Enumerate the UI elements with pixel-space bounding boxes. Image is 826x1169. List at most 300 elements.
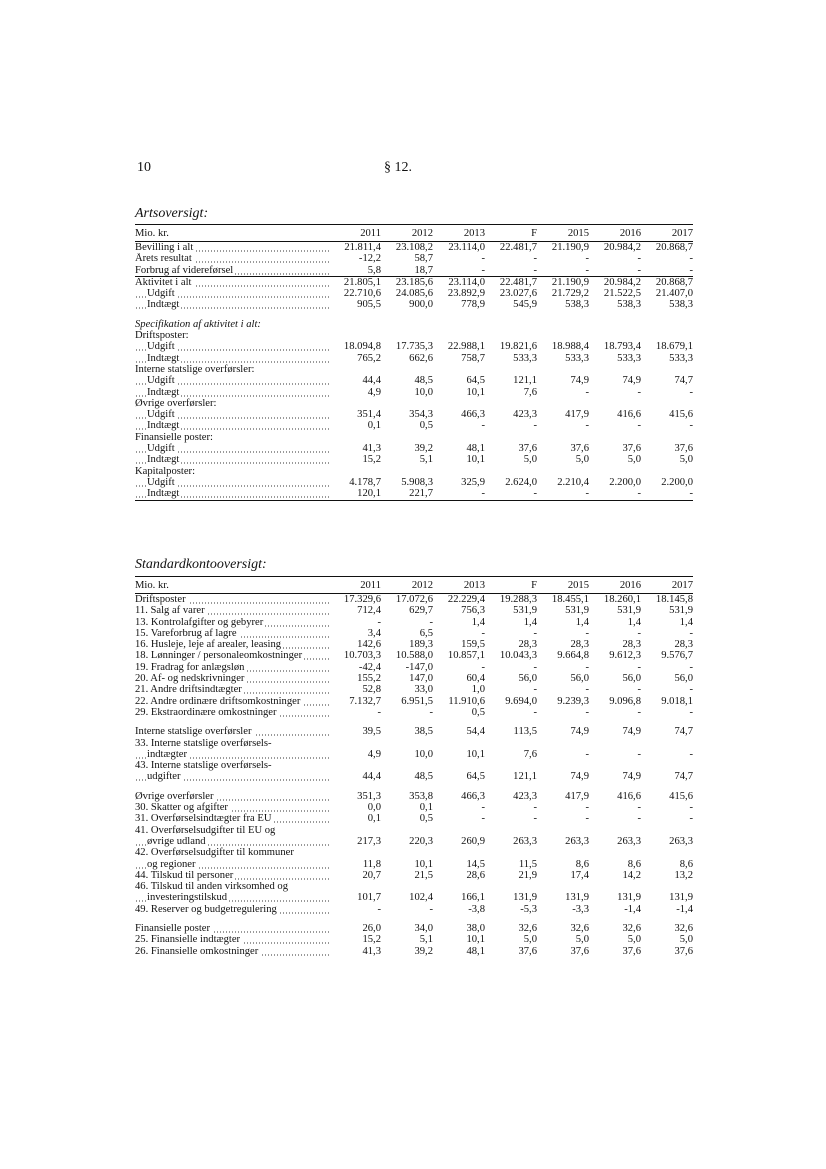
cell-value: 6,5 bbox=[419, 627, 433, 639]
cell-value: 415,6 bbox=[669, 790, 693, 802]
cell-value: 21.811,4 bbox=[344, 242, 381, 253]
cell-value: - bbox=[585, 748, 589, 760]
row-label-text: 44. Tilskud til personer bbox=[135, 869, 234, 881]
table-row bbox=[135, 662, 693, 673]
cell-value: 20.868,7 bbox=[655, 242, 693, 253]
cell-value: 905,5 bbox=[357, 299, 381, 311]
row-label bbox=[135, 253, 329, 264]
row-label-text: Driftsposter bbox=[135, 594, 186, 605]
cell-value: 21.729,2 bbox=[551, 288, 589, 300]
row-label bbox=[135, 934, 329, 945]
table-header-row bbox=[135, 577, 693, 594]
row-label-text: Indtægt bbox=[147, 454, 180, 466]
row-label bbox=[135, 707, 329, 718]
table-row bbox=[135, 265, 693, 277]
table-row bbox=[135, 353, 693, 364]
table-row bbox=[135, 836, 693, 847]
cell-value: - bbox=[637, 813, 641, 825]
cell-value: 531,9 bbox=[669, 605, 693, 617]
cell-value: 533,3 bbox=[513, 352, 537, 364]
row-label bbox=[135, 454, 329, 465]
table-row bbox=[135, 726, 693, 737]
table-row bbox=[135, 398, 693, 409]
cell-value: 7,6 bbox=[523, 748, 537, 760]
row-label-text: 30. Skatter og afgifter bbox=[135, 802, 228, 814]
cell-value: 263,3 bbox=[669, 835, 693, 847]
cell-value: 4,9 bbox=[367, 386, 381, 398]
row-label bbox=[135, 466, 329, 477]
cell-value bbox=[485, 398, 537, 409]
row-label bbox=[135, 825, 329, 836]
cell-value: 74,9 bbox=[622, 375, 641, 387]
row-label-text: øvrige udland bbox=[147, 835, 206, 847]
cell-value: 18.455,1 bbox=[551, 594, 589, 605]
cell-value: 9.239,3 bbox=[557, 695, 589, 707]
cell-value: 351,4 bbox=[357, 409, 381, 421]
cell-value bbox=[433, 330, 485, 341]
cell-value bbox=[381, 330, 433, 341]
row-label bbox=[135, 242, 329, 254]
cell-value: 37,6 bbox=[622, 443, 641, 455]
cell-value bbox=[485, 432, 537, 443]
cell-value: 1,4 bbox=[679, 616, 693, 628]
cell-value: 28,3 bbox=[622, 639, 641, 651]
cell-value: 1,4 bbox=[523, 616, 537, 628]
row-label bbox=[135, 847, 329, 858]
cell-value: 22.710,6 bbox=[343, 288, 381, 300]
row-label bbox=[135, 299, 329, 310]
cell-value: 18.094,8 bbox=[343, 341, 381, 353]
row-label-text: Udgift bbox=[147, 476, 175, 488]
cell-value: 131,9 bbox=[669, 892, 693, 904]
cell-value bbox=[381, 881, 433, 892]
cell-value bbox=[381, 364, 433, 375]
cell-value: 23.114,0 bbox=[448, 242, 485, 253]
cell-value: 5,0 bbox=[627, 454, 641, 466]
cell-value: - bbox=[689, 420, 693, 432]
cell-value: 423,3 bbox=[513, 790, 537, 802]
column-header-year: 2011 bbox=[360, 579, 381, 591]
table-row bbox=[135, 802, 693, 813]
cell-value: 538,3 bbox=[669, 299, 693, 311]
cell-value: 21.190,9 bbox=[551, 242, 589, 253]
table-row bbox=[135, 870, 693, 881]
cell-value bbox=[329, 738, 381, 749]
cell-value: 28,6 bbox=[466, 869, 485, 881]
cell-value: - bbox=[377, 903, 381, 915]
table-row bbox=[135, 299, 693, 310]
row-label bbox=[135, 617, 329, 628]
column-header-year: 2017 bbox=[671, 579, 693, 591]
cell-value: 54,4 bbox=[466, 726, 485, 738]
cell-value: - bbox=[641, 488, 693, 500]
table-row bbox=[135, 432, 693, 443]
cell-value: 0,1 bbox=[367, 420, 381, 432]
row-label-text: Bevilling i alt bbox=[135, 242, 194, 253]
cell-value: 7.132,7 bbox=[349, 695, 381, 707]
cell-value: - bbox=[689, 706, 693, 718]
row-label-text: Driftsposter: bbox=[135, 330, 189, 342]
cell-value: 58,7 bbox=[414, 253, 433, 265]
cell-value: 74,9 bbox=[570, 726, 589, 738]
row-label bbox=[135, 398, 329, 409]
cell-value: 5.908,3 bbox=[401, 476, 433, 488]
cell-value: 712,4 bbox=[357, 605, 381, 617]
cell-value: 21.522,5 bbox=[603, 288, 641, 300]
cell-value: - bbox=[533, 813, 537, 825]
row-label bbox=[135, 594, 329, 606]
cell-value: 159,5 bbox=[461, 639, 485, 651]
cell-value bbox=[329, 760, 381, 771]
table-row bbox=[135, 859, 693, 870]
cell-value: 120,1 bbox=[329, 488, 381, 500]
cell-value: 18,7 bbox=[414, 264, 433, 276]
cell-value: 353,8 bbox=[409, 790, 433, 802]
table-header-row bbox=[135, 225, 693, 242]
cell-value: 74,7 bbox=[674, 771, 693, 783]
cell-value: 14,5 bbox=[466, 858, 485, 870]
cell-value: 9.576,7 bbox=[661, 650, 693, 662]
cell-value: 48,5 bbox=[414, 771, 433, 783]
row-label bbox=[135, 488, 329, 500]
cell-value bbox=[641, 466, 693, 477]
cell-value: 5,0 bbox=[627, 934, 641, 946]
cell-value: 131,9 bbox=[513, 892, 537, 904]
cell-value: 0,1 bbox=[367, 813, 381, 825]
cell-value: 8,6 bbox=[627, 858, 641, 870]
cell-value bbox=[329, 847, 381, 858]
cell-value bbox=[641, 330, 693, 341]
cell-value: -3,8 bbox=[468, 903, 485, 915]
cell-value: -147,0 bbox=[405, 661, 433, 673]
cell-value: -1,4 bbox=[624, 903, 641, 915]
cell-value bbox=[589, 847, 641, 858]
column-header-year: 2012 bbox=[411, 227, 433, 239]
row-label-text: 33. Interne statslige overførsels- bbox=[135, 737, 272, 749]
cell-value: 0,5 bbox=[419, 420, 433, 432]
cell-value bbox=[485, 738, 537, 749]
cell-value: 0,0 bbox=[367, 802, 381, 814]
cell-value: 10,1 bbox=[466, 454, 485, 466]
cell-value: 121,1 bbox=[513, 375, 537, 387]
cell-value: 0,1 bbox=[419, 802, 433, 814]
cell-value: - bbox=[429, 706, 433, 718]
cell-value: - bbox=[377, 616, 381, 628]
table-row bbox=[135, 673, 693, 684]
cell-value: 8,6 bbox=[679, 858, 693, 870]
row-label bbox=[135, 738, 329, 749]
cell-value: 37,6 bbox=[622, 945, 641, 957]
cell-value bbox=[641, 738, 693, 749]
row-label bbox=[135, 749, 329, 760]
row-label-text: Øvrige overførsler bbox=[135, 790, 214, 802]
cell-value: 5,8 bbox=[367, 264, 381, 276]
row-label-text: Indtægt bbox=[147, 420, 180, 432]
cell-value: - bbox=[689, 253, 693, 265]
table-row bbox=[135, 847, 693, 858]
cell-value: 22.229,4 bbox=[447, 594, 485, 605]
table-row bbox=[135, 319, 693, 330]
cell-value: - bbox=[689, 264, 693, 276]
row-label bbox=[135, 330, 329, 341]
artsoversigt-table bbox=[135, 224, 693, 501]
cell-value bbox=[537, 881, 589, 892]
row-label-text: Udgift bbox=[147, 409, 175, 421]
cell-value bbox=[589, 760, 641, 771]
cell-value bbox=[641, 881, 693, 892]
cell-value bbox=[589, 364, 641, 375]
cell-value: 56,0 bbox=[570, 673, 589, 685]
cell-value bbox=[641, 760, 693, 771]
cell-value: - bbox=[429, 616, 433, 628]
cell-value bbox=[433, 738, 485, 749]
row-label bbox=[135, 364, 329, 375]
row-label-text: Interne statslige overførsler bbox=[135, 726, 252, 738]
column-header-year: 2016 bbox=[619, 579, 641, 591]
cell-value: 60,4 bbox=[466, 673, 485, 685]
row-label bbox=[135, 319, 329, 330]
cell-value: 325,9 bbox=[461, 476, 485, 488]
cell-value: 758,7 bbox=[461, 352, 485, 364]
cell-value: -1,4 bbox=[676, 903, 693, 915]
cell-value: 44,4 bbox=[362, 771, 381, 783]
cell-value: 1,0 bbox=[471, 684, 485, 696]
row-label-text: Indtægt bbox=[147, 386, 180, 398]
table-row bbox=[135, 341, 693, 352]
cell-value: 2.200,0 bbox=[661, 476, 693, 488]
row-label bbox=[135, 684, 329, 695]
cell-value bbox=[641, 364, 693, 375]
cell-value: - bbox=[537, 488, 589, 500]
cell-value bbox=[589, 738, 641, 749]
cell-value: 56,0 bbox=[518, 673, 537, 685]
cell-value: 538,3 bbox=[565, 299, 589, 311]
cell-value: -42,4 bbox=[358, 661, 381, 673]
cell-value: 23.892,9 bbox=[447, 288, 485, 300]
cell-value: - bbox=[689, 386, 693, 398]
cell-value: 220,3 bbox=[409, 835, 433, 847]
cell-value bbox=[381, 760, 433, 771]
cell-value: 28,3 bbox=[674, 639, 693, 651]
cell-value: 189,3 bbox=[409, 639, 433, 651]
row-label-text: 19. Fradrag for anlægsløn bbox=[135, 661, 245, 673]
cell-value bbox=[537, 760, 589, 771]
cell-value: 37,6 bbox=[674, 945, 693, 957]
cell-value: 10.043,3 bbox=[499, 650, 537, 662]
cell-value: 56,0 bbox=[622, 673, 641, 685]
row-label-text: 15. Vareforbrug af lagre bbox=[135, 627, 237, 639]
row-label-text: 42. Overførselsudgifter til kommuner bbox=[135, 847, 294, 859]
row-label bbox=[135, 881, 329, 892]
cell-value: 9.694,0 bbox=[505, 695, 537, 707]
cell-value bbox=[381, 738, 433, 749]
cell-value: 23.114,0 bbox=[433, 276, 485, 288]
row-label-text: 20. Af- og nedskrivninger bbox=[135, 673, 245, 685]
cell-value: 533,3 bbox=[617, 352, 641, 364]
cell-value: - bbox=[533, 420, 537, 432]
cell-value: 10,1 bbox=[466, 934, 485, 946]
cell-value: 765,2 bbox=[357, 352, 381, 364]
cell-value: - bbox=[481, 802, 485, 814]
cell-value: 26,0 bbox=[362, 923, 381, 935]
row-label-text: Årets resultat bbox=[135, 253, 192, 265]
row-label-text: 29. Ekstraordinære omkostninger bbox=[135, 706, 277, 718]
cell-value: - bbox=[533, 706, 537, 718]
cell-value: 5,1 bbox=[419, 454, 433, 466]
cell-value: 18.260,1 bbox=[603, 594, 641, 605]
cell-value: 9.096,8 bbox=[609, 695, 641, 707]
cell-value bbox=[485, 760, 537, 771]
cell-value: 48,1 bbox=[466, 945, 485, 957]
cell-value: 23.027,6 bbox=[499, 288, 537, 300]
cell-value: 217,3 bbox=[357, 835, 381, 847]
row-label bbox=[135, 662, 329, 673]
row-label-text: 49. Reserver og budgetregulering bbox=[135, 903, 277, 915]
table-row bbox=[135, 242, 693, 254]
cell-value bbox=[537, 330, 589, 341]
cell-value: - bbox=[585, 802, 589, 814]
cell-value: 39,2 bbox=[414, 945, 433, 957]
row-label-text: Udgift bbox=[147, 341, 175, 353]
table-row bbox=[135, 904, 693, 915]
row-label bbox=[135, 288, 329, 299]
cell-value bbox=[433, 825, 485, 836]
cell-value: - bbox=[585, 684, 589, 696]
cell-value: 33,0 bbox=[414, 684, 433, 696]
cell-value: 417,9 bbox=[565, 790, 589, 802]
cell-value: - bbox=[637, 420, 641, 432]
table-row bbox=[135, 605, 693, 616]
cell-value: 74,9 bbox=[570, 375, 589, 387]
cell-value: 538,3 bbox=[617, 299, 641, 311]
row-label bbox=[135, 375, 329, 386]
cell-value bbox=[485, 330, 537, 341]
cell-value: - bbox=[533, 684, 537, 696]
cell-value bbox=[381, 847, 433, 858]
cell-value: 15,2 bbox=[362, 454, 381, 466]
row-label bbox=[135, 477, 329, 488]
table-row bbox=[135, 617, 693, 628]
cell-value: 629,7 bbox=[409, 605, 433, 617]
cell-value bbox=[485, 825, 537, 836]
cell-value: 900,0 bbox=[409, 299, 433, 311]
cell-value: 354,3 bbox=[409, 409, 433, 421]
cell-value: - bbox=[585, 661, 589, 673]
cell-value: 17.329,6 bbox=[343, 594, 381, 605]
cell-value: - bbox=[637, 706, 641, 718]
cell-value: 1,4 bbox=[575, 616, 589, 628]
cell-value: 24.085,6 bbox=[395, 288, 433, 300]
cell-value bbox=[589, 330, 641, 341]
cell-value: 18.145,8 bbox=[655, 594, 693, 605]
cell-value: 39,5 bbox=[362, 726, 381, 738]
table-row bbox=[135, 707, 693, 718]
row-label-text: Aktivitet i alt bbox=[135, 276, 192, 288]
cell-value: 5,0 bbox=[523, 934, 537, 946]
cell-value: 18.679,1 bbox=[655, 341, 693, 353]
cell-value: 19.821,6 bbox=[499, 341, 537, 353]
cell-value: 37,6 bbox=[570, 443, 589, 455]
cell-value: 756,3 bbox=[461, 605, 485, 617]
table-row bbox=[135, 288, 693, 299]
cell-value bbox=[485, 364, 537, 375]
row-label-text: Indtægt bbox=[147, 299, 180, 311]
table-row bbox=[135, 650, 693, 661]
row-label-text: Indtægt bbox=[147, 488, 180, 500]
cell-value: 5,0 bbox=[575, 454, 589, 466]
cell-value: 20.984,2 bbox=[603, 242, 641, 253]
cell-value: 121,1 bbox=[513, 771, 537, 783]
cell-value: 19.288,3 bbox=[499, 594, 537, 605]
row-label-text: 31. Overførselsindtægter fra EU bbox=[135, 813, 272, 825]
cell-value: - bbox=[377, 706, 381, 718]
cell-value: 21,9 bbox=[518, 869, 537, 881]
cell-value: 9.018,1 bbox=[661, 695, 693, 707]
cell-value: 10,0 bbox=[414, 386, 433, 398]
cell-value: 32,6 bbox=[674, 923, 693, 935]
cell-value: 147,0 bbox=[409, 673, 433, 685]
cell-value bbox=[589, 881, 641, 892]
cell-value: 1,4 bbox=[627, 616, 641, 628]
cell-value: 2.200,0 bbox=[609, 476, 641, 488]
cell-value: - bbox=[585, 813, 589, 825]
table-row bbox=[135, 488, 693, 500]
cell-value bbox=[381, 825, 433, 836]
cell-value: 74,7 bbox=[674, 375, 693, 387]
row-label-text: Finansielle poster bbox=[135, 923, 211, 935]
cell-value bbox=[589, 432, 641, 443]
cell-value: 18.988,4 bbox=[551, 341, 589, 353]
cell-value: 131,9 bbox=[617, 892, 641, 904]
cell-value: 351,3 bbox=[357, 790, 381, 802]
cell-value: 10,1 bbox=[466, 748, 485, 760]
row-label bbox=[135, 353, 329, 364]
row-label bbox=[135, 870, 329, 881]
cell-value: 2.210,4 bbox=[557, 476, 589, 488]
table-row bbox=[135, 594, 693, 606]
cell-value: 23.108,2 bbox=[395, 242, 433, 253]
row-label bbox=[135, 639, 329, 650]
cell-value: 38,5 bbox=[414, 726, 433, 738]
cell-value bbox=[537, 432, 589, 443]
cell-value: - bbox=[637, 748, 641, 760]
cell-value bbox=[485, 847, 537, 858]
cell-value bbox=[641, 319, 693, 330]
cell-value bbox=[433, 760, 485, 771]
column-header-year: 2013 bbox=[463, 579, 485, 591]
row-label bbox=[135, 696, 329, 707]
cell-value bbox=[641, 847, 693, 858]
cell-value: 533,3 bbox=[669, 352, 693, 364]
cell-value: 64,5 bbox=[466, 771, 485, 783]
cell-value: 416,6 bbox=[617, 790, 641, 802]
column-header-unit: Mio. kr. bbox=[135, 579, 169, 591]
row-label bbox=[135, 836, 329, 847]
cell-value: 41,3 bbox=[362, 443, 381, 455]
cell-value: 74,9 bbox=[622, 726, 641, 738]
cell-value: 39,2 bbox=[414, 443, 433, 455]
cell-value: - bbox=[637, 264, 641, 276]
table-row bbox=[135, 276, 693, 288]
cell-value: 44,4 bbox=[362, 375, 381, 387]
row-label-text: Interne statslige overførsler: bbox=[135, 363, 255, 375]
cell-value: 64,5 bbox=[466, 375, 485, 387]
row-label-text: 41. Overførselsudgifter til EU og bbox=[135, 824, 276, 836]
cell-value: 466,3 bbox=[461, 409, 485, 421]
row-label bbox=[135, 904, 329, 915]
cell-value: 14,2 bbox=[622, 869, 641, 881]
cell-value: 423,3 bbox=[513, 409, 537, 421]
